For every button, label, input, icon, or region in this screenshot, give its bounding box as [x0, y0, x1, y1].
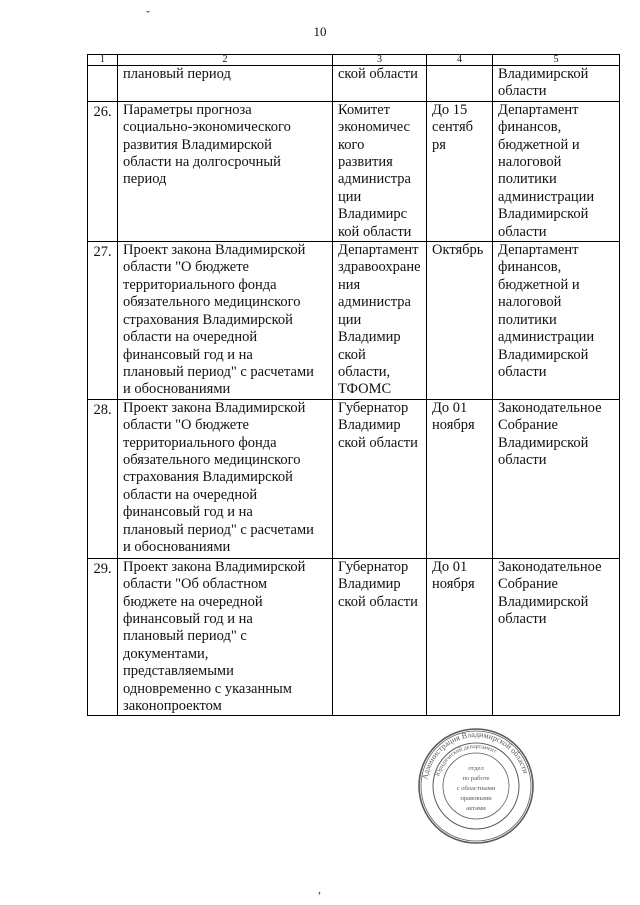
stamp-center-line: правовыми — [460, 795, 492, 802]
continuation-row — [88, 66, 620, 102]
stamp-center-line: по работе — [462, 775, 490, 782]
cell-recipient: Департамент финансов, бюджетной и налоговой политики администрации Владимирской области — [493, 242, 620, 400]
cell-number — [88, 399, 118, 558]
cell-number — [88, 558, 118, 716]
row-number: 28. — [93, 401, 112, 418]
cell-recipient: Владимирской области — [493, 66, 620, 102]
cell-responsible: Губернатор Владимир ской области — [333, 558, 427, 716]
stamp-center-line: актами — [466, 805, 486, 812]
cell-responsible: Губернатор Владимир ской области — [333, 399, 427, 558]
cell-deadline: До 01 ноября — [427, 399, 493, 558]
cell-responsible: ской области — [333, 66, 427, 102]
cell-number — [88, 66, 118, 102]
cell-deadline — [427, 66, 493, 102]
cell-title: Проект закона Владимирской области "Об областном бюджете на очередной финансовый год и на плановый период" с документами, представляемыми одновременно с указанным законопроектом — [118, 558, 333, 716]
cell-deadline: Октябрь — [427, 242, 493, 400]
cell-title: плановый период — [118, 66, 333, 102]
cell-recipient: Законодательное Собрание Владимирской области — [493, 399, 620, 558]
column-number: 4 — [427, 55, 493, 66]
column-number-row — [88, 55, 620, 66]
row-number: 29. — [93, 560, 112, 577]
document-table — [87, 54, 620, 716]
cell-title: Проект закона Владимирской области "О бюджете территориального фонда обязательного медицинского страхования Владимирской области на очередной финансовый год и на плановый период" с расчетами и обоснованиями — [118, 399, 333, 558]
stamp-ring-text: Администрация Владимирской области — [420, 729, 531, 781]
stamp-center-line: отдел — [468, 765, 484, 772]
stamp-ring-text-inner: Юридический департамент — [435, 743, 498, 778]
table-row — [88, 242, 620, 400]
official-stamp — [416, 726, 536, 846]
table-row — [88, 101, 620, 241]
column-number: 1 — [88, 55, 118, 66]
cell-recipient: Законодательное Собрание Владимирской области — [493, 558, 620, 716]
cell-recipient: Департамент финансов, бюджетной и налоговой политики администрации Владимирской области — [493, 101, 620, 241]
cell-responsible: Департамент здравоохране ния администра ции Владимир ской области, ТФОМС — [333, 242, 427, 400]
column-number: 3 — [333, 55, 427, 66]
cell-deadline: До 15 сентяб ря — [427, 101, 493, 241]
row-number: 27. — [93, 244, 112, 261]
cell-title: Проект закона Владимирской области "О бюджете территориального фонда обязательного медицинского страхования Владимирской области на очередной финансовый год и на плановый период" с расчетами и обоснованиями — [118, 242, 333, 400]
stray-mark: ˇ — [146, 8, 150, 22]
stamp-center-line: с областными — [456, 785, 496, 792]
cell-number — [88, 101, 118, 241]
cell-deadline: До 01 ноября — [427, 558, 493, 716]
row-number: 26. — [93, 103, 112, 120]
cell-responsible: Комитет экономичес кого развития администра ции Владимирс кой области — [333, 101, 427, 241]
table-row — [88, 399, 620, 558]
column-number: 5 — [493, 55, 620, 66]
stray-mark-bottom: , — [318, 882, 321, 896]
cell-title: Параметры прогноза социально-экономического развития Владимирской области на долгосрочный период — [118, 101, 333, 241]
page-number: 10 — [313, 24, 327, 39]
table-row — [88, 558, 620, 716]
cell-number — [88, 242, 118, 400]
column-number: 2 — [118, 55, 333, 66]
